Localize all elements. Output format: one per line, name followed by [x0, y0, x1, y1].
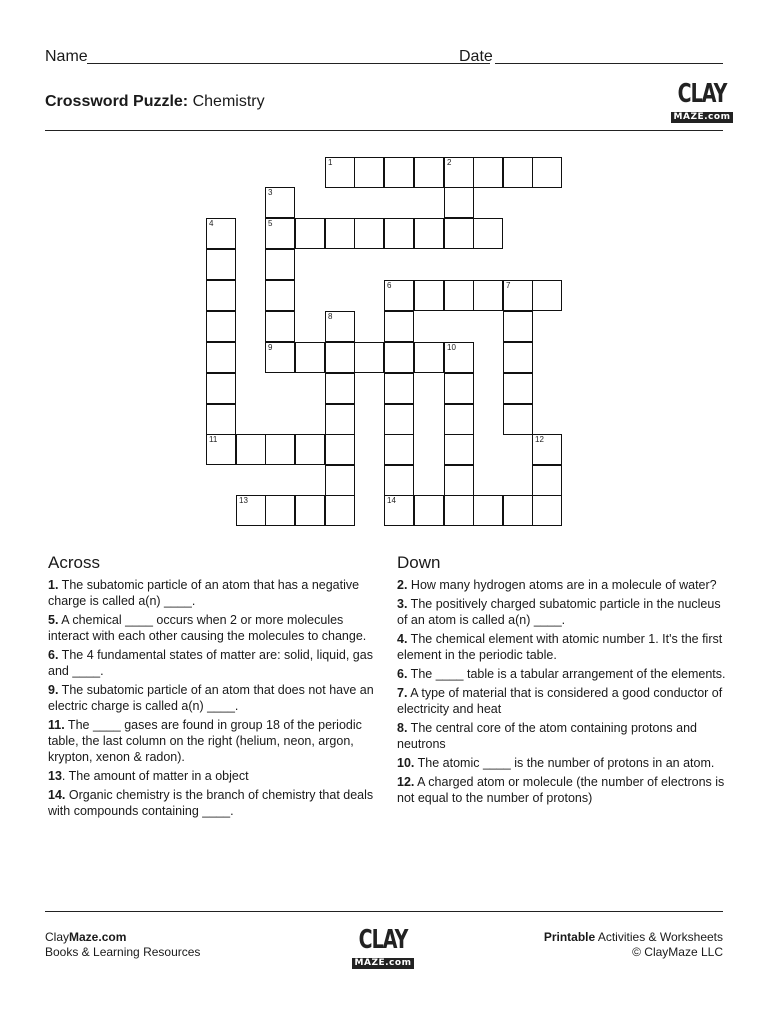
footer-logo: [354, 924, 412, 970]
grid-cell[interactable]: [444, 495, 474, 526]
clue-number: 9: [268, 343, 273, 352]
grid-cell[interactable]: [414, 495, 444, 526]
clue-num: 9.: [48, 683, 59, 697]
clue-text: How many hydrogen atoms are in a molecule of water?: [407, 578, 717, 592]
grid-cell[interactable]: [503, 311, 533, 342]
grid-cell[interactable]: [206, 434, 236, 465]
grid-cell[interactable]: [354, 157, 384, 188]
date-label: Date: [459, 48, 493, 65]
down-clue: [397, 577, 727, 593]
grid-cell[interactable]: [444, 218, 474, 249]
clue-num: 14.: [48, 788, 66, 802]
clue-number: 13: [239, 496, 248, 505]
grid-cell[interactable]: [384, 218, 414, 249]
clue-number: 2: [447, 158, 452, 167]
down-clue: [397, 755, 727, 771]
grid-cell[interactable]: [354, 342, 384, 373]
grid-cell[interactable]: [384, 434, 414, 465]
grid-cell[interactable]: [236, 495, 266, 526]
across-clue: [48, 787, 378, 819]
across-clues: [48, 555, 378, 822]
grid-cell[interactable]: [503, 157, 533, 188]
grid-cell[interactable]: [325, 404, 355, 435]
grid-cell[interactable]: [532, 465, 562, 496]
logo-clay-text: CLAY: [677, 78, 727, 109]
footer-printable: [544, 930, 723, 945]
grid-cell[interactable]: [384, 280, 414, 311]
brand-maze: Maze.com: [69, 930, 127, 944]
grid-cell[interactable]: [503, 404, 533, 435]
grid-cell[interactable]: [265, 311, 295, 342]
grid-cell[interactable]: [325, 373, 355, 404]
grid-cell[interactable]: [325, 157, 355, 188]
clue-text: A type of material that is considered a good conductor of electricity and heat: [397, 686, 723, 716]
grid-cell[interactable]: [444, 373, 474, 404]
title-subject: Chemistry: [192, 93, 265, 110]
clue-text: A chemical ____ occurs when 2 or more molecules interact with each other causing the molecules to change.: [48, 613, 367, 643]
across-clue: [48, 612, 378, 644]
clue-num: 11.: [48, 718, 65, 732]
grid-cell[interactable]: [503, 280, 533, 311]
clue-text: A charged atom or molecule (the number of electrons is not equal to the number of protons): [397, 775, 725, 805]
across-clue: [48, 577, 378, 609]
grid-cell[interactable]: [206, 280, 236, 311]
grid-cell[interactable]: [503, 495, 533, 526]
grid-cell[interactable]: [295, 434, 325, 465]
footer-tagline: Books & Learning Resources: [45, 945, 201, 959]
grid-cell[interactable]: [325, 465, 355, 496]
clue-num: 3.: [397, 597, 408, 611]
clue-text: The 4 fundamental states of matter are: solid, liquid, gas and ____.: [48, 648, 373, 678]
across-clue: [48, 647, 378, 679]
clue-num: 6.: [48, 648, 59, 662]
clue-text: The subatomic particle of an atom that has a negative charge is called a(n) ____.: [48, 578, 360, 608]
grid-cell[interactable]: [325, 495, 355, 526]
clue-num: 1.: [48, 578, 59, 592]
footer-info: [544, 930, 723, 960]
clue-number: 8: [328, 312, 333, 321]
clue-text: The atomic ____ is the number of protons in an atom.: [414, 756, 715, 770]
footer-brand: [45, 930, 200, 960]
grid-cell[interactable]: [444, 404, 474, 435]
grid-cell[interactable]: [444, 342, 474, 373]
clue-text: The ____ gases are found in group 18 of the periodic table, the last column on the right (helium, neon, argon, krypton, xenon & radon).: [48, 718, 362, 764]
down-clue: [397, 596, 727, 628]
grid-cell[interactable]: [236, 434, 266, 465]
clue-num: 10.: [397, 756, 415, 770]
grid-cell[interactable]: [444, 157, 474, 188]
grid-cell[interactable]: [265, 495, 295, 526]
grid-cell[interactable]: [473, 280, 503, 311]
grid-cell[interactable]: [444, 465, 474, 496]
grid-cell[interactable]: [295, 495, 325, 526]
clue-num: 5.: [48, 613, 59, 627]
logo-maze-text: MAZE.com: [671, 112, 734, 123]
grid-cell[interactable]: [325, 218, 355, 249]
grid-cell[interactable]: [444, 187, 474, 218]
clue-num: 6.: [397, 667, 408, 681]
grid-cell[interactable]: [384, 373, 414, 404]
grid-cell[interactable]: [384, 404, 414, 435]
clue-number: 12: [535, 435, 544, 444]
down-clue: [397, 685, 727, 717]
grid-cell[interactable]: [532, 495, 562, 526]
grid-cell[interactable]: [265, 249, 295, 280]
grid-cell[interactable]: [532, 280, 562, 311]
grid-cell[interactable]: [206, 311, 236, 342]
grid-cell[interactable]: [414, 280, 444, 311]
clue-number: 5: [268, 219, 273, 228]
grid-cell[interactable]: [384, 157, 414, 188]
grid-cell[interactable]: [295, 218, 325, 249]
grid-cell[interactable]: [384, 495, 414, 526]
clue-text: . The amount of matter in a object: [61, 769, 249, 783]
down-heading: Down: [397, 553, 441, 572]
grid-cell[interactable]: [265, 218, 295, 249]
grid-cell[interactable]: [384, 342, 414, 373]
clue-number: 6: [387, 281, 392, 290]
clue-num: 12.: [397, 775, 415, 789]
clue-text: The ____ table is a tabular arrangement of the elements.: [407, 667, 726, 681]
grid-cell[interactable]: [444, 280, 474, 311]
grid-cell[interactable]: [414, 218, 444, 249]
grid-cell[interactable]: [206, 249, 236, 280]
across-heading: Across: [48, 553, 100, 572]
grid-cell[interactable]: [503, 373, 533, 404]
across-clue: [48, 768, 378, 784]
title-bold: Crossword Puzzle:: [45, 93, 189, 110]
clue-text: Organic chemistry is the branch of chemistry that deals with compounds containing ____.: [48, 788, 374, 818]
footer-site-link[interactable]: [45, 930, 200, 945]
grid-cell[interactable]: [206, 218, 236, 249]
across-clue: [48, 717, 378, 765]
clue-number: 4: [209, 219, 214, 228]
name-label: Name: [45, 48, 88, 65]
clue-number: 11: [209, 435, 218, 444]
grid-cell[interactable]: [473, 495, 503, 526]
grid-cell[interactable]: [532, 434, 562, 465]
down-clue: [397, 720, 727, 752]
printable-bold: Printable: [543, 930, 596, 944]
clue-number: 10: [447, 343, 456, 352]
grid-cell[interactable]: [325, 342, 355, 373]
grid-cell[interactable]: [295, 342, 325, 373]
grid-cell[interactable]: [325, 311, 355, 342]
clue-num: 4.: [397, 632, 408, 646]
clue-number: 3: [268, 188, 273, 197]
grid-cell[interactable]: [325, 434, 355, 465]
clue-num: 7.: [397, 686, 408, 700]
grid-cell[interactable]: [265, 342, 295, 373]
grid-cell[interactable]: [206, 373, 236, 404]
grid-cell[interactable]: [265, 187, 295, 218]
down-clue: [397, 666, 727, 682]
clue-text: The chemical element with atomic number 1. It's the first element in the periodic table.: [397, 632, 723, 662]
grid-cell[interactable]: [265, 280, 295, 311]
footer-copyright: © ClayMaze LLC: [632, 945, 723, 959]
footer-logo-clay: CLAY: [358, 924, 408, 955]
down-clue: [397, 631, 727, 663]
grid-cell[interactable]: [473, 157, 503, 188]
clue-text: The subatomic particle of an atom that does not have an electric charge is called a(n) ____.: [48, 683, 374, 713]
grid-cell[interactable]: [206, 404, 236, 435]
grid-cell[interactable]: [473, 218, 503, 249]
grid-cell[interactable]: [532, 157, 562, 188]
grid-cell[interactable]: [265, 434, 295, 465]
clue-number: 7: [506, 281, 511, 290]
clue-text: The positively charged subatomic particle in the nucleus of an atom is called a(n) ____.: [397, 597, 721, 627]
footer-divider: [45, 911, 723, 912]
grid-cell[interactable]: [444, 434, 474, 465]
clue-num: 8.: [397, 721, 408, 735]
clue-text: The central core of the atom containing protons and neutrons: [397, 721, 697, 751]
grid-cell[interactable]: [414, 157, 444, 188]
grid-cell[interactable]: [384, 465, 414, 496]
clue-number: 14: [387, 496, 396, 505]
grid-cell[interactable]: [414, 342, 444, 373]
grid-cell[interactable]: [503, 342, 533, 373]
clue-num: 13: [48, 769, 62, 783]
clue-num: 2.: [397, 578, 408, 592]
printable-rest: Activities & Worksheets: [595, 930, 723, 944]
brand-clay: Clay: [45, 930, 70, 944]
grid-cell[interactable]: [206, 342, 236, 373]
clue-number: 1: [328, 158, 333, 167]
grid-cell[interactable]: [384, 311, 414, 342]
grid-cell[interactable]: [354, 218, 384, 249]
down-clue: [397, 774, 727, 806]
down-clues: [397, 555, 727, 809]
footer-logo-maze: MAZE.com: [352, 958, 415, 969]
across-clue: [48, 682, 378, 714]
